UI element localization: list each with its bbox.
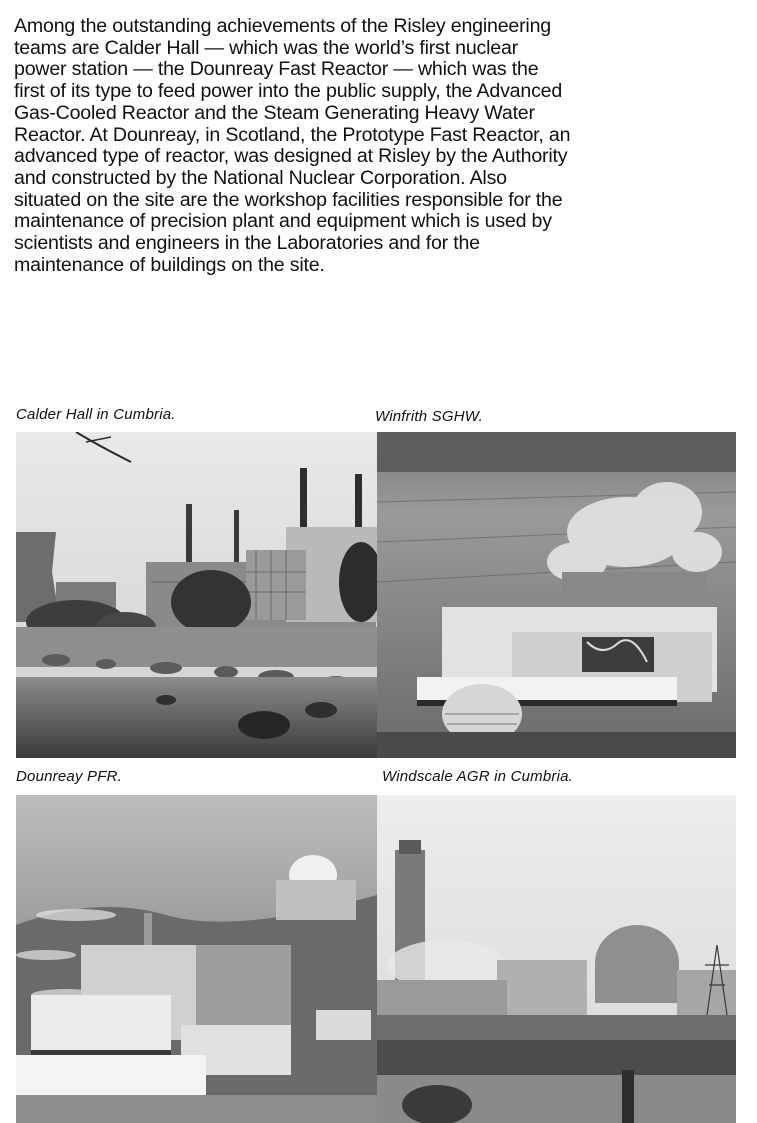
windscale-illustration [377, 795, 736, 1123]
winfrith-illustration [377, 432, 736, 758]
photo-windscale [377, 795, 736, 1123]
photo-dounreay [16, 795, 377, 1123]
caption-windscale: Windscale AGR in Cumbria. [382, 768, 574, 785]
calder-hall-illustration [16, 432, 377, 758]
caption-winfrith: Winfrith SGHW. [375, 408, 483, 425]
photo-winfrith [377, 432, 736, 758]
caption-dounreay: Dounreay PFR. [16, 768, 122, 785]
photo-calder-hall [16, 432, 377, 758]
caption-calder-hall: Calder Hall in Cumbria. [16, 406, 176, 423]
dounreay-illustration [16, 795, 377, 1123]
intro-paragraph: Among the outstanding achievements of the Risley engineering teams are Calder Hall — which was the world’s first nuclear power station — the Dounreay Fast Reactor — which was the first of its type to feed power into the public supply, the Advanced Gas-Cooled Reactor and the Steam Generating Heavy Water Reactor. At Dounreay, in Scotland, the Prototype Fast Reactor, an advanced type of reactor, was designed at Risley by the Authority and constructed by the National Nuclear Corporation. Also situated on the site are the workshop facilities responsible for the maintenance of precision plant and equipment which is used by scientists and engineers in the Laboratories and for the maintenance of buildings on the site. [14, 15, 571, 276]
